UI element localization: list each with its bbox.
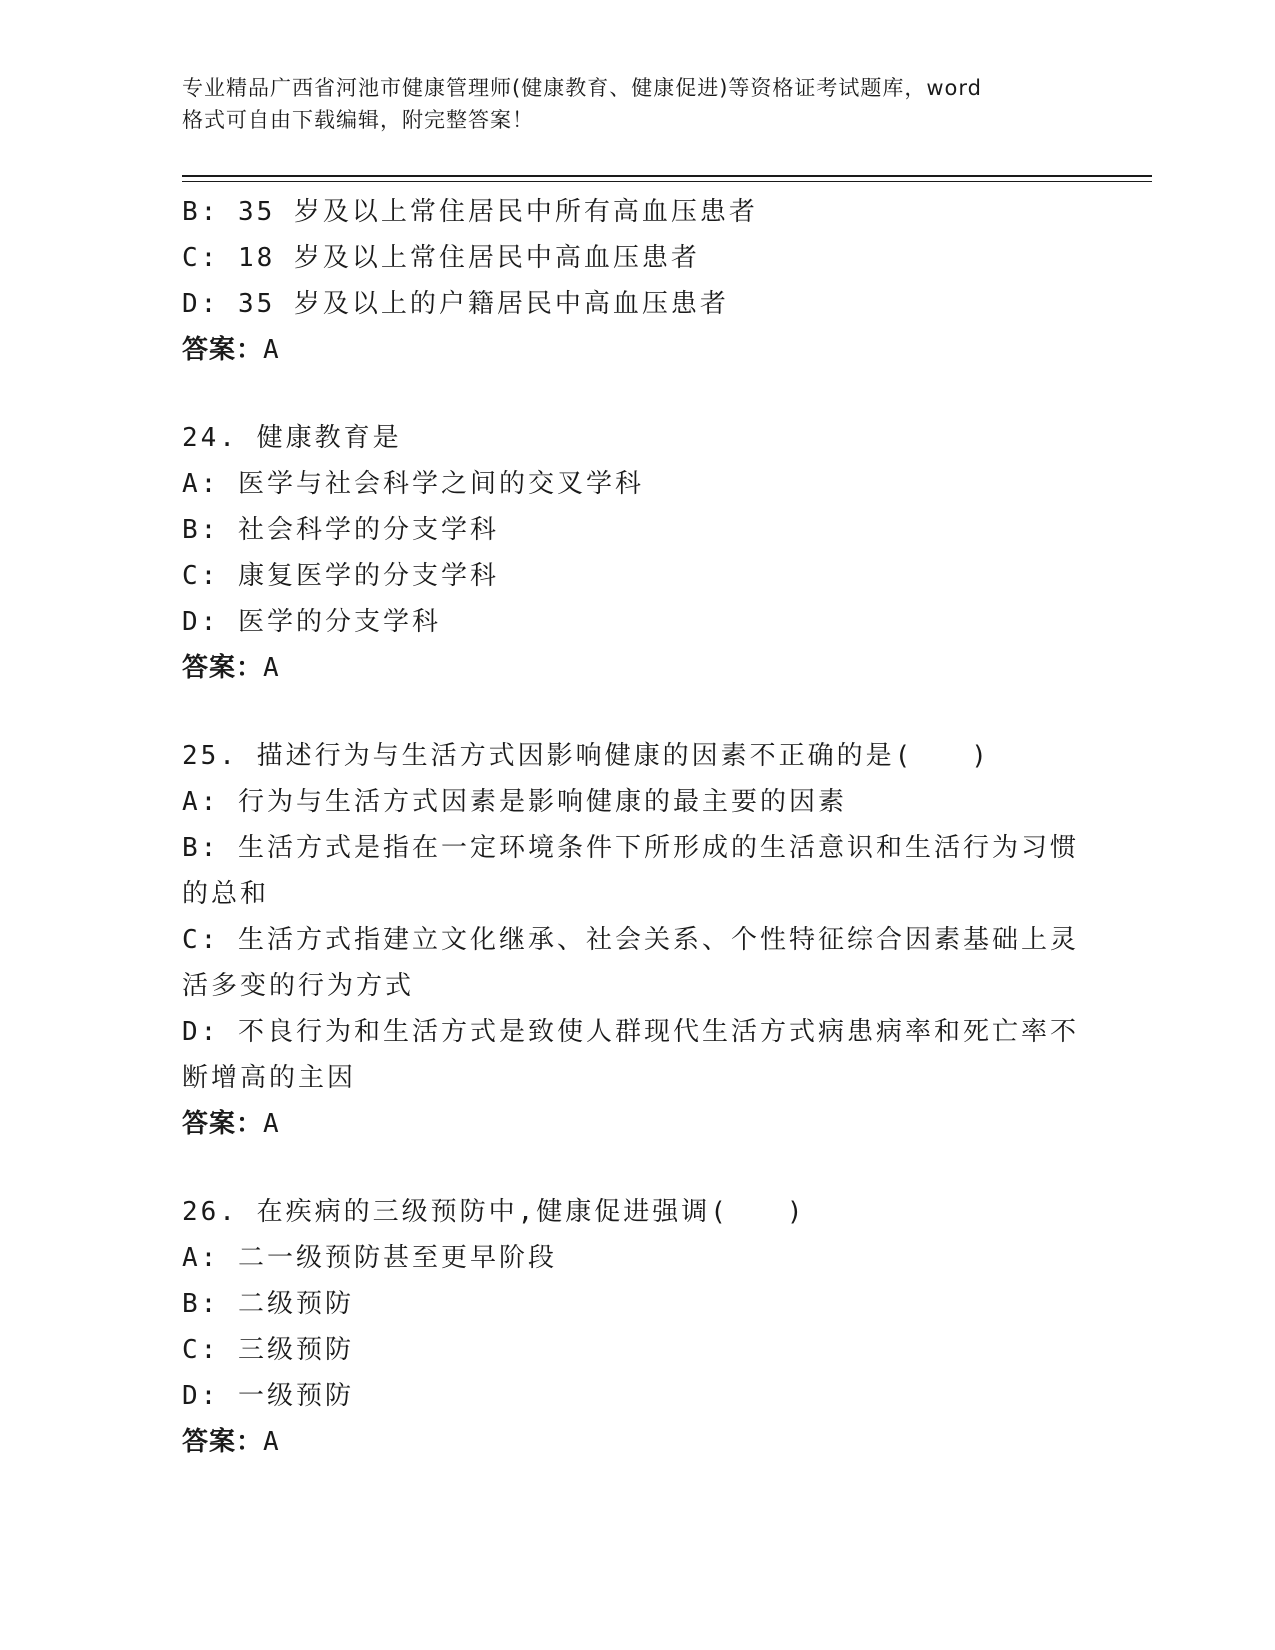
header-divider-thin: [182, 181, 1152, 182]
option-b: B: 社会科学的分支学科: [182, 515, 499, 545]
header-line-2: 格式可自由下载编辑，附完整答案！: [182, 108, 534, 132]
question-stem: 25. 描述行为与生活方式因影响健康的因素不正确的是( ): [182, 741, 990, 771]
option-c: C: 三级预防: [182, 1335, 354, 1365]
question-block-prev: [182, 189, 1082, 373]
question-block-26: [182, 1189, 1082, 1465]
answer-line: [182, 327, 1082, 373]
option-c: C: 康复医学的分支学科: [182, 561, 499, 591]
answer-label: 答案：: [182, 653, 264, 683]
answer-label: 答案：: [182, 1427, 264, 1457]
option-d: D: 35 岁及以上的户籍居民中高血压患者: [182, 289, 729, 319]
answer-value: A: [263, 335, 280, 365]
answer-value: A: [263, 653, 280, 683]
option-a: A: 行为与生活方式因素是影响健康的最主要的因素: [182, 787, 847, 817]
option-b: B: 35 岁及以上常住居民中所有高血压患者: [182, 197, 758, 227]
option-b: B: 二级预防: [182, 1289, 354, 1319]
question-stem: 26. 在疾病的三级预防中,健康促进强调( ): [182, 1197, 806, 1227]
question-block-25: [182, 733, 1082, 1147]
option-a: A: 二一级预防甚至更早阶段: [182, 1243, 557, 1273]
question-list: [182, 189, 1082, 1465]
answer-line: [182, 1101, 1082, 1147]
option-c: C: 18 岁及以上常住居民中高血压患者: [182, 243, 700, 273]
option-a: A: 医学与社会科学之间的交叉学科: [182, 469, 644, 499]
answer-value: A: [263, 1109, 280, 1139]
option-c: C: 生活方式指建立文化继承、社会关系、个性特征综合因素基础上灵: [182, 925, 1079, 955]
option-b-continued: 的总和: [182, 879, 270, 909]
answer-line: [182, 645, 1082, 691]
option-d: D: 医学的分支学科: [182, 607, 441, 637]
option-d: D: 不良行为和生活方式是致使人群现代生活方式病患病率和死亡率不: [182, 1017, 1079, 1047]
option-d-continued: 断增高的主因: [182, 1063, 357, 1093]
option-b: B: 生活方式是指在一定环境条件下所形成的生活意识和生活行为习惯: [182, 833, 1079, 863]
answer-label: 答案：: [182, 1109, 264, 1139]
answer-line: [182, 1419, 1082, 1465]
document-header: [182, 72, 1082, 136]
header-line-1: 专业精品广西省河池市健康管理师(健康教育、健康促进)等资格证考试题库，word: [182, 76, 983, 100]
question-stem: 24. 健康教育是: [182, 423, 402, 453]
answer-value: A: [263, 1427, 280, 1457]
option-c-continued: 活多变的行为方式: [182, 971, 415, 1001]
question-block-24: [182, 415, 1082, 691]
header-divider-thick: [182, 175, 1152, 177]
answer-label: 答案：: [182, 335, 264, 365]
option-d: D: 一级预防: [182, 1381, 354, 1411]
